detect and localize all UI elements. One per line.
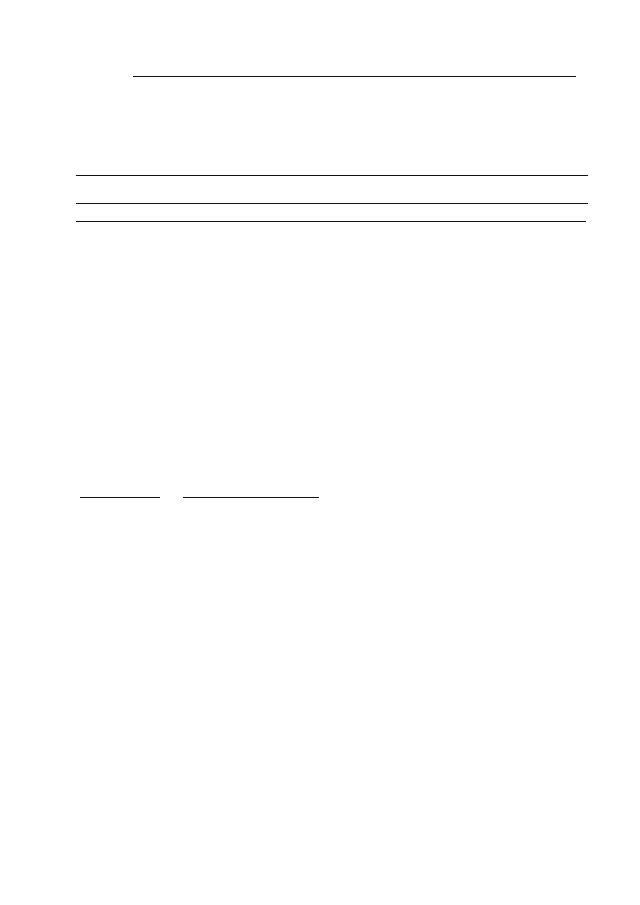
organization-field-line-1[interactable]	[76, 175, 588, 176]
signature-field[interactable]	[183, 497, 319, 498]
organization-field-line-2[interactable]	[76, 203, 588, 204]
declarant-name-field[interactable]	[133, 76, 576, 77]
date-field[interactable]	[80, 497, 160, 498]
organization-field-line-3[interactable]	[76, 221, 586, 222]
